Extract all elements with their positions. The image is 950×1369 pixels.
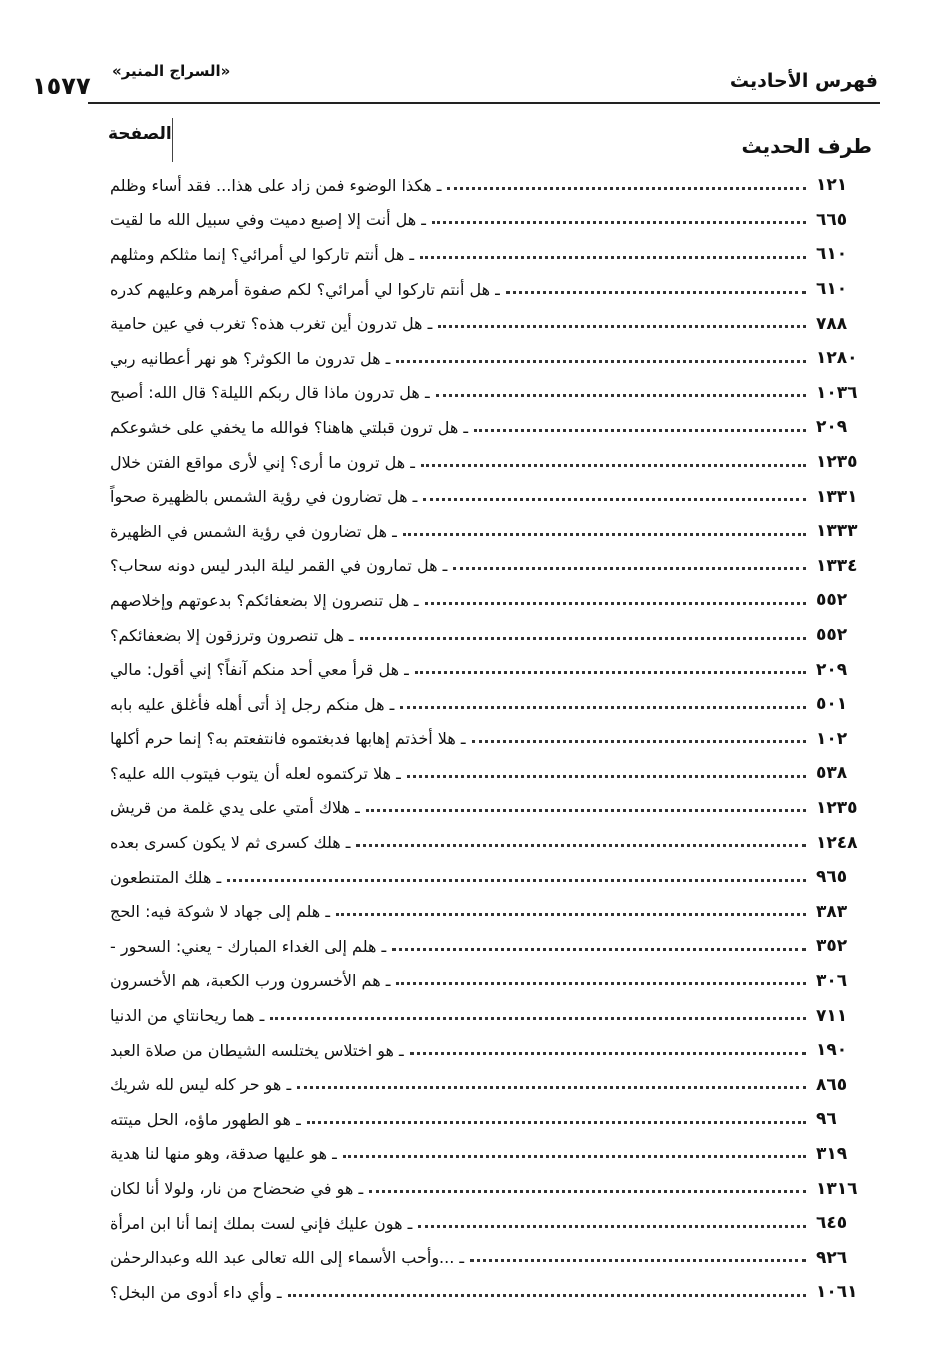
entry-page-number: ٢٠٩: [816, 417, 848, 438]
entry-hadith-text: ـ هو الطهور ماؤه، الحل ميتته: [110, 1109, 301, 1129]
dot-leader: [336, 913, 806, 916]
entry-page-number: ٧١١: [816, 1005, 848, 1026]
entry-page-number: ٩٦: [816, 1109, 837, 1130]
entry-hadith-text: ـ هل ترون قبلتي هاهنا؟ فوالله ما يخفي على خشوعكم: [110, 417, 469, 437]
entry-hadith-text: ـ هل تضارون في رؤية الشمس في الظهيرة: [110, 521, 397, 541]
dot-leader: [447, 187, 806, 190]
dot-leader: [438, 325, 806, 328]
index-entry: [100, 929, 874, 964]
index-entry: [100, 791, 874, 826]
dot-leader: [297, 1086, 806, 1089]
entry-hadith-text: ـ ...وأحب الأسماء إلى الله تعالى عبد الله وعبدالرحمٰن: [110, 1248, 465, 1268]
index-entry: [100, 341, 874, 376]
dot-leader: [420, 256, 806, 259]
index-entry: [100, 583, 874, 618]
entry-page-number: ٣١٩: [816, 1143, 848, 1164]
entry-page-number: ١٣٣١: [816, 486, 858, 507]
index-entry: [100, 306, 874, 341]
entry-page-number: ١٣١٦: [816, 1178, 858, 1199]
index-entry: [100, 168, 874, 203]
entry-hadith-text: ـ هون عليك فإني لست بملك إنما أنا ابن امرأة: [110, 1213, 413, 1233]
index-entry: [100, 756, 874, 791]
entry-page-number: ٦٤٥: [816, 1213, 848, 1234]
entry-page-number: ١٩٠: [816, 1040, 848, 1061]
entry-hadith-text: ـ هل ترون ما أرى؟ إني لأرى مواقع الفتن خلال: [110, 452, 415, 472]
dot-leader: [436, 394, 806, 397]
dot-leader: [366, 809, 806, 812]
index-entry: [100, 1240, 874, 1275]
entry-hadith-text: ـ هلك كسرى ثم لا يكون كسرى بعده: [110, 833, 351, 853]
dot-leader: [392, 948, 806, 951]
entry-page-number: ١٢٣٥: [816, 797, 858, 818]
entry-hadith-text: ـ هلك المتنطعون: [110, 867, 222, 887]
entry-page-number: ٥٠١: [816, 694, 848, 715]
entry-hadith-text: ـ هل تدرون ما الكوثر؟ هو نهر أعطانيه ربي: [110, 348, 391, 368]
entry-hadith-text: ـ هل تضارون في رؤية الشمس بالظهيرة صحواً: [110, 487, 418, 507]
index-entry: [100, 618, 874, 653]
entry-hadith-text: ـ وأي داء أدوى من البخل؟: [110, 1282, 282, 1302]
dot-leader: [360, 637, 806, 640]
index-entry: [100, 203, 874, 238]
entry-page-number: ٣٥٢: [816, 936, 848, 957]
entry-page-number: ٩٢٦: [816, 1247, 848, 1268]
dot-leader: [472, 740, 806, 743]
dot-leader: [270, 1017, 806, 1020]
index-entry: [100, 652, 874, 687]
index-entry: [100, 687, 874, 722]
dot-leader: [369, 1190, 806, 1193]
entry-page-number: ٦٦٥: [816, 209, 848, 230]
index-entry: [100, 825, 874, 860]
index-entry: [100, 376, 874, 411]
entry-hadith-text: ـ هل أنت إلا إصبع دميت وفي سبيل الله ما لقيت: [110, 210, 426, 230]
entry-hadith-text: ـ هكذا الوضوء فمن زاد على هذا... فقد أساء وظلم: [110, 175, 442, 195]
page-number: ١٥٧٧: [32, 72, 91, 100]
entry-hadith-text: ـ هل منكم رجل إذ أتى أهله فأغلق عليه بابه: [110, 694, 395, 714]
index-entry: [100, 1137, 874, 1172]
index-entry: [100, 445, 874, 480]
dot-leader: [453, 567, 806, 570]
column-header-page: الصفحة: [108, 124, 172, 144]
index-entry: [100, 237, 874, 272]
entry-hadith-text: ـ هل تمارون في القمر ليلة البدر ليس دونه سحاب؟: [110, 556, 448, 576]
entry-page-number: ١٢٤٨: [816, 832, 858, 853]
index-entry: [100, 1067, 874, 1102]
entry-page-number: ٩٦٥: [816, 867, 848, 888]
dot-leader: [407, 775, 806, 778]
dot-leader: [307, 1121, 806, 1124]
entry-hadith-text: ـ هل تنصرون وترزقون إلا بضعفائكم؟: [110, 625, 354, 645]
column-header-hadith: طرف الحديث: [741, 134, 872, 158]
entry-page-number: ٦١٠: [816, 244, 848, 265]
dot-leader: [288, 1294, 806, 1297]
dot-leader: [418, 1225, 806, 1228]
dot-leader: [403, 533, 806, 536]
entry-hadith-text: ـ هلم إلى الغداء المبارك - يعني: السحور -: [110, 936, 387, 956]
dot-leader: [425, 602, 806, 605]
dot-leader: [470, 1259, 806, 1262]
entry-page-number: ١٠٣٦: [816, 382, 858, 403]
dot-leader: [415, 671, 806, 674]
entry-hadith-text: ـ هل تنصرون إلا بضعفائكم؟ بدعوتهم وإخلاصهم: [110, 590, 419, 610]
dot-leader: [343, 1155, 806, 1158]
index-title: فهرس الأحاديث: [729, 70, 878, 92]
index-entry: [100, 479, 874, 514]
index-entry: [100, 964, 874, 999]
entry-hadith-text: ـ هل أنتم تاركوا لي أمرائي؟ إنما مثلكم ومثلهم: [110, 244, 415, 264]
dot-leader: [356, 844, 806, 847]
index-entry: [100, 514, 874, 549]
index-entry: [100, 549, 874, 584]
dot-leader: [432, 221, 806, 224]
entry-hadith-text: ـ هلم إلى جهاد لا شوكة فيه: الحج: [110, 902, 331, 922]
entry-hadith-text: ـ هل تدرون ماذا قال ربكم الليلة؟ قال الله: أصبح: [110, 383, 430, 403]
dot-leader: [506, 291, 806, 294]
entry-page-number: ٣٨٣: [816, 901, 848, 922]
index-entry: [100, 1033, 874, 1068]
page-header: [0, 58, 950, 104]
entry-hadith-text: ـ هم الأخسرون ورب الكعبة، هم الأخسرون: [110, 971, 391, 991]
entry-page-number: ١٣٣٤: [816, 555, 858, 576]
entry-page-number: ٦١٠: [816, 279, 848, 300]
entry-page-number: ٥٣٨: [816, 763, 848, 784]
entry-hadith-text: ـ هلا أخذتم إهابها فدبغتموه فانتفعتم به؟ إنما حرم أكلها: [110, 729, 466, 749]
index-entry: [100, 1171, 874, 1206]
entry-hadith-text: ـ هما ريحانتاي من الدنيا: [110, 1006, 265, 1026]
index-entry: [100, 1102, 874, 1137]
entry-hadith-text: ـ هو حر كله ليس لله شريك: [110, 1075, 292, 1095]
dot-leader: [400, 706, 806, 709]
dot-leader: [396, 982, 806, 985]
entry-page-number: ١٠٢: [816, 728, 848, 749]
entry-page-number: ٢٠٩: [816, 659, 848, 680]
index-entry: [100, 410, 874, 445]
column-divider: [172, 118, 173, 162]
book-title: «السراج المنير»: [112, 62, 231, 80]
entry-page-number: ١٠٦١: [816, 1282, 858, 1303]
entry-page-number: ٥٥٢: [816, 625, 848, 646]
entry-hadith-text: ـ هل قرأ معي أحد منكم آنفاً؟ إني أقول: مالي: [110, 660, 409, 680]
index-entry: [100, 860, 874, 895]
index-entry: [100, 722, 874, 757]
entry-hadith-text: ـ هلا تركتموه لعله أن يتوب فيتوب الله عليه؟: [110, 763, 401, 783]
entry-hadith-text: ـ هو في ضحضاح من نار، ولولا أنا لكان: [110, 1179, 364, 1199]
entry-page-number: ١٣٣٣: [816, 521, 858, 542]
entry-hadith-text: ـ هل تدرون أين تغرب هذه؟ تغرب في عين حامية: [110, 314, 433, 334]
entry-page-number: ٥٥٢: [816, 590, 848, 611]
dot-leader: [423, 498, 806, 501]
entry-page-number: ٨٦٥: [816, 1074, 848, 1095]
header-rule: [88, 102, 880, 104]
dot-leader: [410, 1052, 806, 1055]
entry-page-number: ١٢٣٥: [816, 452, 858, 473]
entry-page-number: ١٢٨٠: [816, 348, 858, 369]
dot-leader: [421, 464, 806, 467]
dot-leader: [227, 879, 806, 882]
index-entry: [100, 998, 874, 1033]
index-entry: [100, 272, 874, 307]
entry-page-number: ١٢١: [816, 175, 848, 196]
entry-hadith-text: ـ هل أنتم تاركوا لي أمرائي؟ لكم صفوة أمرهم وعليهم كدره: [110, 279, 500, 299]
dot-leader: [474, 429, 806, 432]
entry-page-number: ٧٨٨: [816, 313, 848, 334]
entry-hadith-text: ـ هلاك أمتي على يدي غلمة من قريش: [110, 798, 360, 818]
entry-hadith-text: ـ هو عليها صدقة، وهو منها لنا هدية: [110, 1144, 337, 1164]
index-entry: [100, 894, 874, 929]
hadith-index-list: [100, 168, 874, 1310]
index-entry: [100, 1206, 874, 1241]
index-entry: [100, 1275, 874, 1310]
entry-page-number: ٣٠٦: [816, 970, 848, 991]
entry-hadith-text: ـ هو اختلاس يختلسه الشيطان من صلاة العبد: [110, 1040, 404, 1060]
dot-leader: [396, 360, 806, 363]
